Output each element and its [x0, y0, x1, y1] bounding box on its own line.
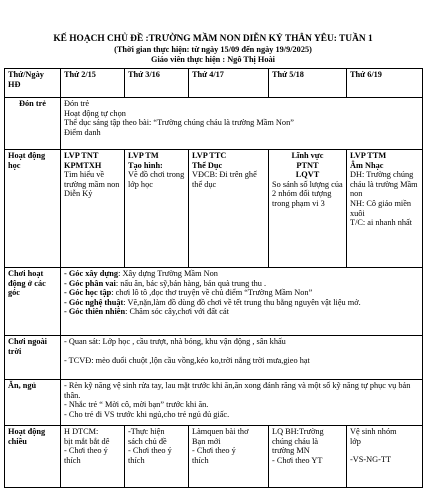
- table-header-row: [5, 69, 423, 98]
- header-cell-activity: Thứ/Ngày HĐ: [5, 69, 61, 98]
- row-label: Hoạt động chiều: [5, 426, 61, 488]
- lesson-subject: KPMTXH: [64, 160, 102, 170]
- afternoon-cell: Vệ sinh nhóm lớp -VS-NG-TT: [347, 426, 423, 488]
- header-cell-day: Thứ 5/18: [269, 69, 347, 98]
- weekly-plan-table: [4, 68, 423, 488]
- don-tre-line: Đón trẻ: [64, 99, 90, 108]
- lesson-topic: So sánh số lượng của 2 nhóm đối tượng trong phạm vi 3: [272, 179, 343, 208]
- lesson-domain: LVP TTC: [192, 151, 227, 160]
- meal-sleep-content: [61, 380, 423, 426]
- table-row-hoat-dong-hoc: [5, 150, 423, 268]
- meal-sleep-line: - Nhắc trẻ “ Mời cô, mời bạn” trước khi ăn.: [64, 400, 209, 410]
- header-cell-day: Thứ 2/15: [61, 69, 125, 98]
- lesson-cell: [125, 150, 189, 268]
- table-row-choi-ngoai-troi: [5, 336, 423, 380]
- outdoor-play-content: [61, 336, 423, 380]
- lesson-domain: LVP TM: [128, 151, 159, 160]
- lesson-cell: [61, 150, 125, 268]
- corner-item: - Góc nghệ thuật: Vẽ,nặn,làm đồ dùng đồ chơi về tết trung thu bằng nguyên vật liệu mở.: [64, 297, 361, 307]
- lesson-subject: LQVT: [295, 170, 320, 180]
- afternoon-cell: H DTCM: bịt mắt bắt dê - Chơi theo ý thích: [61, 426, 125, 488]
- afternoon-cell: LQ BH:Trường chúng cháu là trường MN - Chơi theo YT: [269, 426, 347, 488]
- plan-teacher: Giáo viên thực hiện : Ngô Thị Hoài: [151, 55, 275, 64]
- header-cell-day: Thứ 3/16: [125, 69, 189, 98]
- table-row-an-ngu: [5, 380, 423, 426]
- afternoon-cell: Làmquen bài thơ Bạn mới - Chơi theo ý thích: [189, 426, 269, 488]
- corner-item: - Góc thiên nhiên: Chăm sóc cây,chơi với đất cát: [64, 307, 229, 317]
- don-tre-content: [61, 98, 423, 150]
- lesson-topic: VĐCB: Đi trên ghế thể dục: [192, 170, 257, 189]
- row-label: Đón trẻ: [5, 98, 61, 150]
- plan-title: KẾ HOẠCH CHỦ ĐỀ :TRƯỜNG MẦM NON DIỄN KỶ THÂN YÊU: TUẦN 1: [53, 34, 373, 44]
- row-label: Chơi ngoài trời: [5, 336, 61, 380]
- lesson-topic: T/C: ai nhanh nhất: [350, 218, 412, 228]
- lesson-cell: [347, 150, 423, 268]
- lesson-topic: NH: Cô giáo miền xuôi: [350, 198, 412, 218]
- table-row-don-tre: [5, 98, 423, 150]
- outdoor-observe: - Quan sát: Lớp học , cầu trượt, nhà bóng, khu vận động , sân khấu: [64, 337, 286, 346]
- lesson-domain: Lĩnh vực: [291, 151, 324, 160]
- lesson-topic: DH: Trường chúng cháu là trường Mầm non: [350, 170, 418, 199]
- row-label: Hoạt động học: [5, 150, 61, 268]
- don-tre-line: Thể dục sáng tập theo bài: “Trường chúng cháu là trường Mầm Non”: [64, 118, 294, 128]
- lesson-cell: [269, 150, 347, 268]
- table-row-choi-goc: [5, 268, 423, 336]
- afternoon-cell: -Thực hiện sách chủ đề - Chơi theo ý thích: [125, 426, 189, 488]
- don-tre-line: Điểm danh: [64, 127, 101, 137]
- row-label: Ăn, ngủ: [5, 380, 61, 426]
- lesson-domain: LVP TNT: [64, 151, 99, 160]
- plan-dates: (Thời gian thực hiện: từ ngày 15/09 đến ngày 19/9/2025): [114, 44, 312, 54]
- lesson-topic: Tìm hiểu về trường mầm non Diễn Kỷ: [64, 170, 120, 199]
- corner-play-content: [61, 268, 423, 336]
- lesson-subject: Tạo hình:: [128, 160, 163, 170]
- lesson-cell: [189, 150, 269, 268]
- corner-item: - Góc xây dựng: Xây dựng Trường Mầm Non: [64, 269, 218, 278]
- corner-item: - Góc học tập: chơi lô tô ,đọc thơ truyện về chủ điểm “Trường Mầm Non”: [64, 288, 313, 298]
- lesson-domain: LVP TTM: [350, 151, 387, 160]
- lesson-topic: Vẽ đồ chơi trong lớp học: [128, 170, 185, 189]
- row-label: Chơi hoạt động ở các góc: [5, 268, 61, 336]
- lesson-subject: PTNT: [296, 160, 319, 170]
- meal-sleep-line: - Rèn kỹ năng vệ sinh rửa tay, lau mặt trước khi ăn,ăn xong đánh răng và một số kỹ năng tự phục vụ bản thân.: [64, 381, 411, 400]
- corner-item: - Góc phân vai: nấu ăn, bác sỹ,bán hàng, bán quà trung thu .: [64, 278, 267, 288]
- header-cell-day: Thứ 6/19: [347, 69, 423, 98]
- lesson-subject: Âm Nhạc: [350, 160, 384, 170]
- outdoor-games: - TCVĐ: mèo đuổi chuột ,lộn cầu vồng,kéo ko,trời nắng trời mưa,gieo hạt: [64, 355, 310, 365]
- table-row-hoat-dong-chieu: [5, 426, 423, 488]
- meal-sleep-line: - Cho trẻ đi VS trước khi ngủ,cho trẻ ngủ đủ giấc.: [64, 409, 230, 419]
- lesson-subject: Thể Dục: [192, 160, 223, 170]
- header-cell-day: Thứ 4/17: [189, 69, 269, 98]
- don-tre-line: Hoạt động tự chọn: [64, 108, 126, 118]
